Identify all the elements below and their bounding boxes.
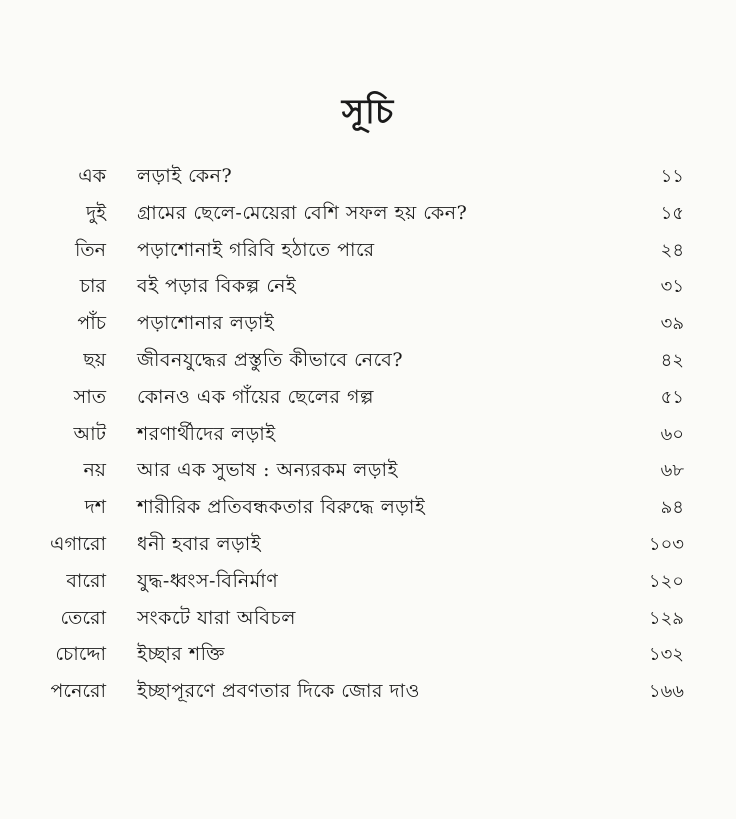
toc-entry (0, 344, 736, 381)
toc-entry (0, 638, 736, 675)
page-number: ১০৩ (648, 533, 684, 555)
chapter-title: আর এক সুভাষ : অন্যরকম লড়াই (137, 459, 398, 482)
chapter-number: এক (78, 165, 106, 187)
chapter-title: ইচ্ছার শক্তি (137, 643, 226, 666)
table-of-contents (0, 160, 736, 712)
chapter-number: আট (73, 422, 106, 445)
chapter-title: গ্রামের ছেলে-মেয়েরা বেশি সফল হয় কেন? (137, 201, 468, 224)
chapter-number: চোদ্দো (55, 643, 106, 666)
chapter-number: পাঁচ (77, 312, 106, 335)
page-number: ৬৮ (660, 460, 684, 482)
chapter-number: তেরো (60, 606, 106, 629)
page-number: ১৩২ (648, 644, 684, 666)
toc-entry (0, 160, 736, 197)
toc-entry (0, 197, 736, 234)
page-title: সূচি (341, 92, 395, 132)
chapter-number: পনেরো (50, 680, 106, 703)
toc-entry (0, 491, 736, 528)
chapter-title: ইচ্ছাপূরণে প্রবণতার দিকে জোর দাও (137, 680, 420, 703)
chapter-number: সাত (73, 385, 106, 408)
chapter-number: এগারো (49, 532, 106, 555)
toc-entry (0, 528, 736, 565)
chapter-title: ধনী হবার লড়াই (137, 532, 262, 555)
toc-entry (0, 602, 736, 639)
chapter-number: চার (79, 275, 106, 298)
page-number: ১২৯ (648, 607, 684, 629)
chapter-number: তিন (74, 238, 106, 261)
page-number: ৪২ (660, 349, 684, 371)
chapter-title: জীবনযুদ্ধের প্রস্তুতি কীভাবে নেবে? (137, 348, 404, 371)
toc-entry (0, 418, 736, 455)
toc-entry (0, 675, 736, 712)
page-number: ৩১ (660, 276, 684, 298)
page-number: ১৬৬ (648, 681, 684, 703)
toc-entry (0, 307, 736, 344)
page-number: ৩৯ (660, 313, 684, 335)
page-number: ১২০ (648, 570, 684, 592)
chapter-number: নয় (83, 459, 106, 482)
chapter-title: পড়াশোনার লড়াই (137, 312, 275, 335)
page-number: ১১ (660, 166, 684, 187)
chapter-title: শরণার্থীদের লড়াই (137, 422, 276, 445)
chapter-number: ছয় (83, 348, 106, 371)
chapter-title: শারীরিক প্রতিবন্ধকতার বিরুদ্ধে লড়াই (137, 496, 426, 519)
chapter-title: কোনও এক গাঁয়ের ছেলের গল্প (137, 385, 374, 408)
chapter-title: পড়াশোনাই গরিবি হঠাতে পারে (137, 238, 375, 261)
page-number: ৯৪ (660, 497, 684, 519)
page-number: ৫১ (660, 386, 684, 408)
chapter-number: দশ (84, 496, 106, 519)
page-number: ১৫ (660, 202, 684, 224)
toc-entry (0, 234, 736, 271)
chapter-title: লড়াই কেন? (137, 165, 233, 187)
chapter-title: সংকটে যারা অবিচল (137, 606, 296, 629)
page-number: ৬০ (660, 423, 684, 445)
chapter-number: বারো (66, 569, 106, 592)
chapter-number: দুই (86, 201, 106, 224)
chapter-title: যুদ্ধ-ধ্বংস-বিনির্মাণ (137, 569, 279, 592)
toc-entry (0, 270, 736, 307)
page-number: ২৪ (660, 239, 684, 261)
toc-entry (0, 454, 736, 491)
toc-entry (0, 381, 736, 418)
toc-entry (0, 565, 736, 602)
chapter-title: বই পড়ার বিকল্প নেই (137, 275, 297, 298)
